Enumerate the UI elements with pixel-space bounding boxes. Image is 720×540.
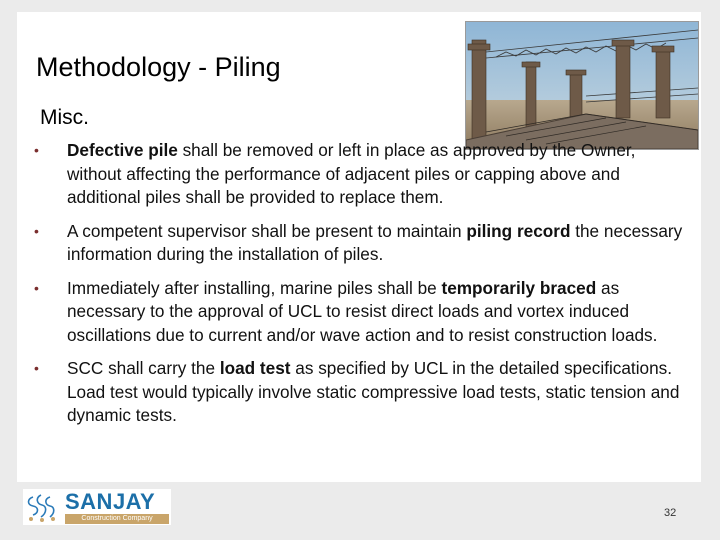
bullet-item (17, 277, 692, 348)
company-logo (23, 489, 171, 525)
logo-tagline: Construction Company (65, 514, 169, 524)
bullet-text: SCC shall carry the (67, 358, 220, 378)
bullet-text: Immediately after installing, marine piles shall be (67, 277, 442, 298)
section-subheading: Misc. (40, 106, 89, 129)
bullet-text-bold: piling record (466, 220, 571, 241)
bullet-item (17, 357, 692, 428)
bullet-text: as necessary to the approval of UCL to resist direct loads and vortex induced oscillations due to current and/or wave action and to resist construction loads. (67, 277, 658, 345)
bullet-text-bold: load test (219, 358, 291, 378)
slide-title: Methodology - Piling (36, 52, 281, 82)
bullet-text: shall be removed or left in place as approved by the Owner, without affecting the performance of adjacent piles or capping above and additional piles shall be provided to replace them. (67, 140, 636, 207)
page-number: 32 (664, 507, 677, 519)
bullet-text: the necessary information during the installation of piles. (67, 220, 683, 264)
bullet-item (17, 220, 692, 267)
logo-swirl-icon (25, 491, 59, 523)
logo-name: SANJAY (65, 489, 156, 514)
piling-site-image (466, 22, 698, 149)
bullet-text-bold: Defective pile (67, 140, 178, 160)
bullet-marker: • (34, 142, 39, 158)
bullet-marker: • (34, 222, 39, 239)
bullet-marker: • (34, 360, 39, 376)
piling-site-photo (465, 21, 699, 150)
bullet-list (17, 139, 692, 438)
bullet-text: as specified by UCL in the detailed specifications. Load test would typically involve static compressive load tests, static tension and dynamic tests. (67, 358, 680, 425)
bullet-text: A competent supervisor shall be present to maintain (67, 220, 467, 241)
bullet-marker: • (34, 279, 39, 296)
bullet-item (17, 139, 692, 210)
bullet-text-bold: temporarily braced (441, 277, 597, 298)
slide (17, 12, 701, 482)
